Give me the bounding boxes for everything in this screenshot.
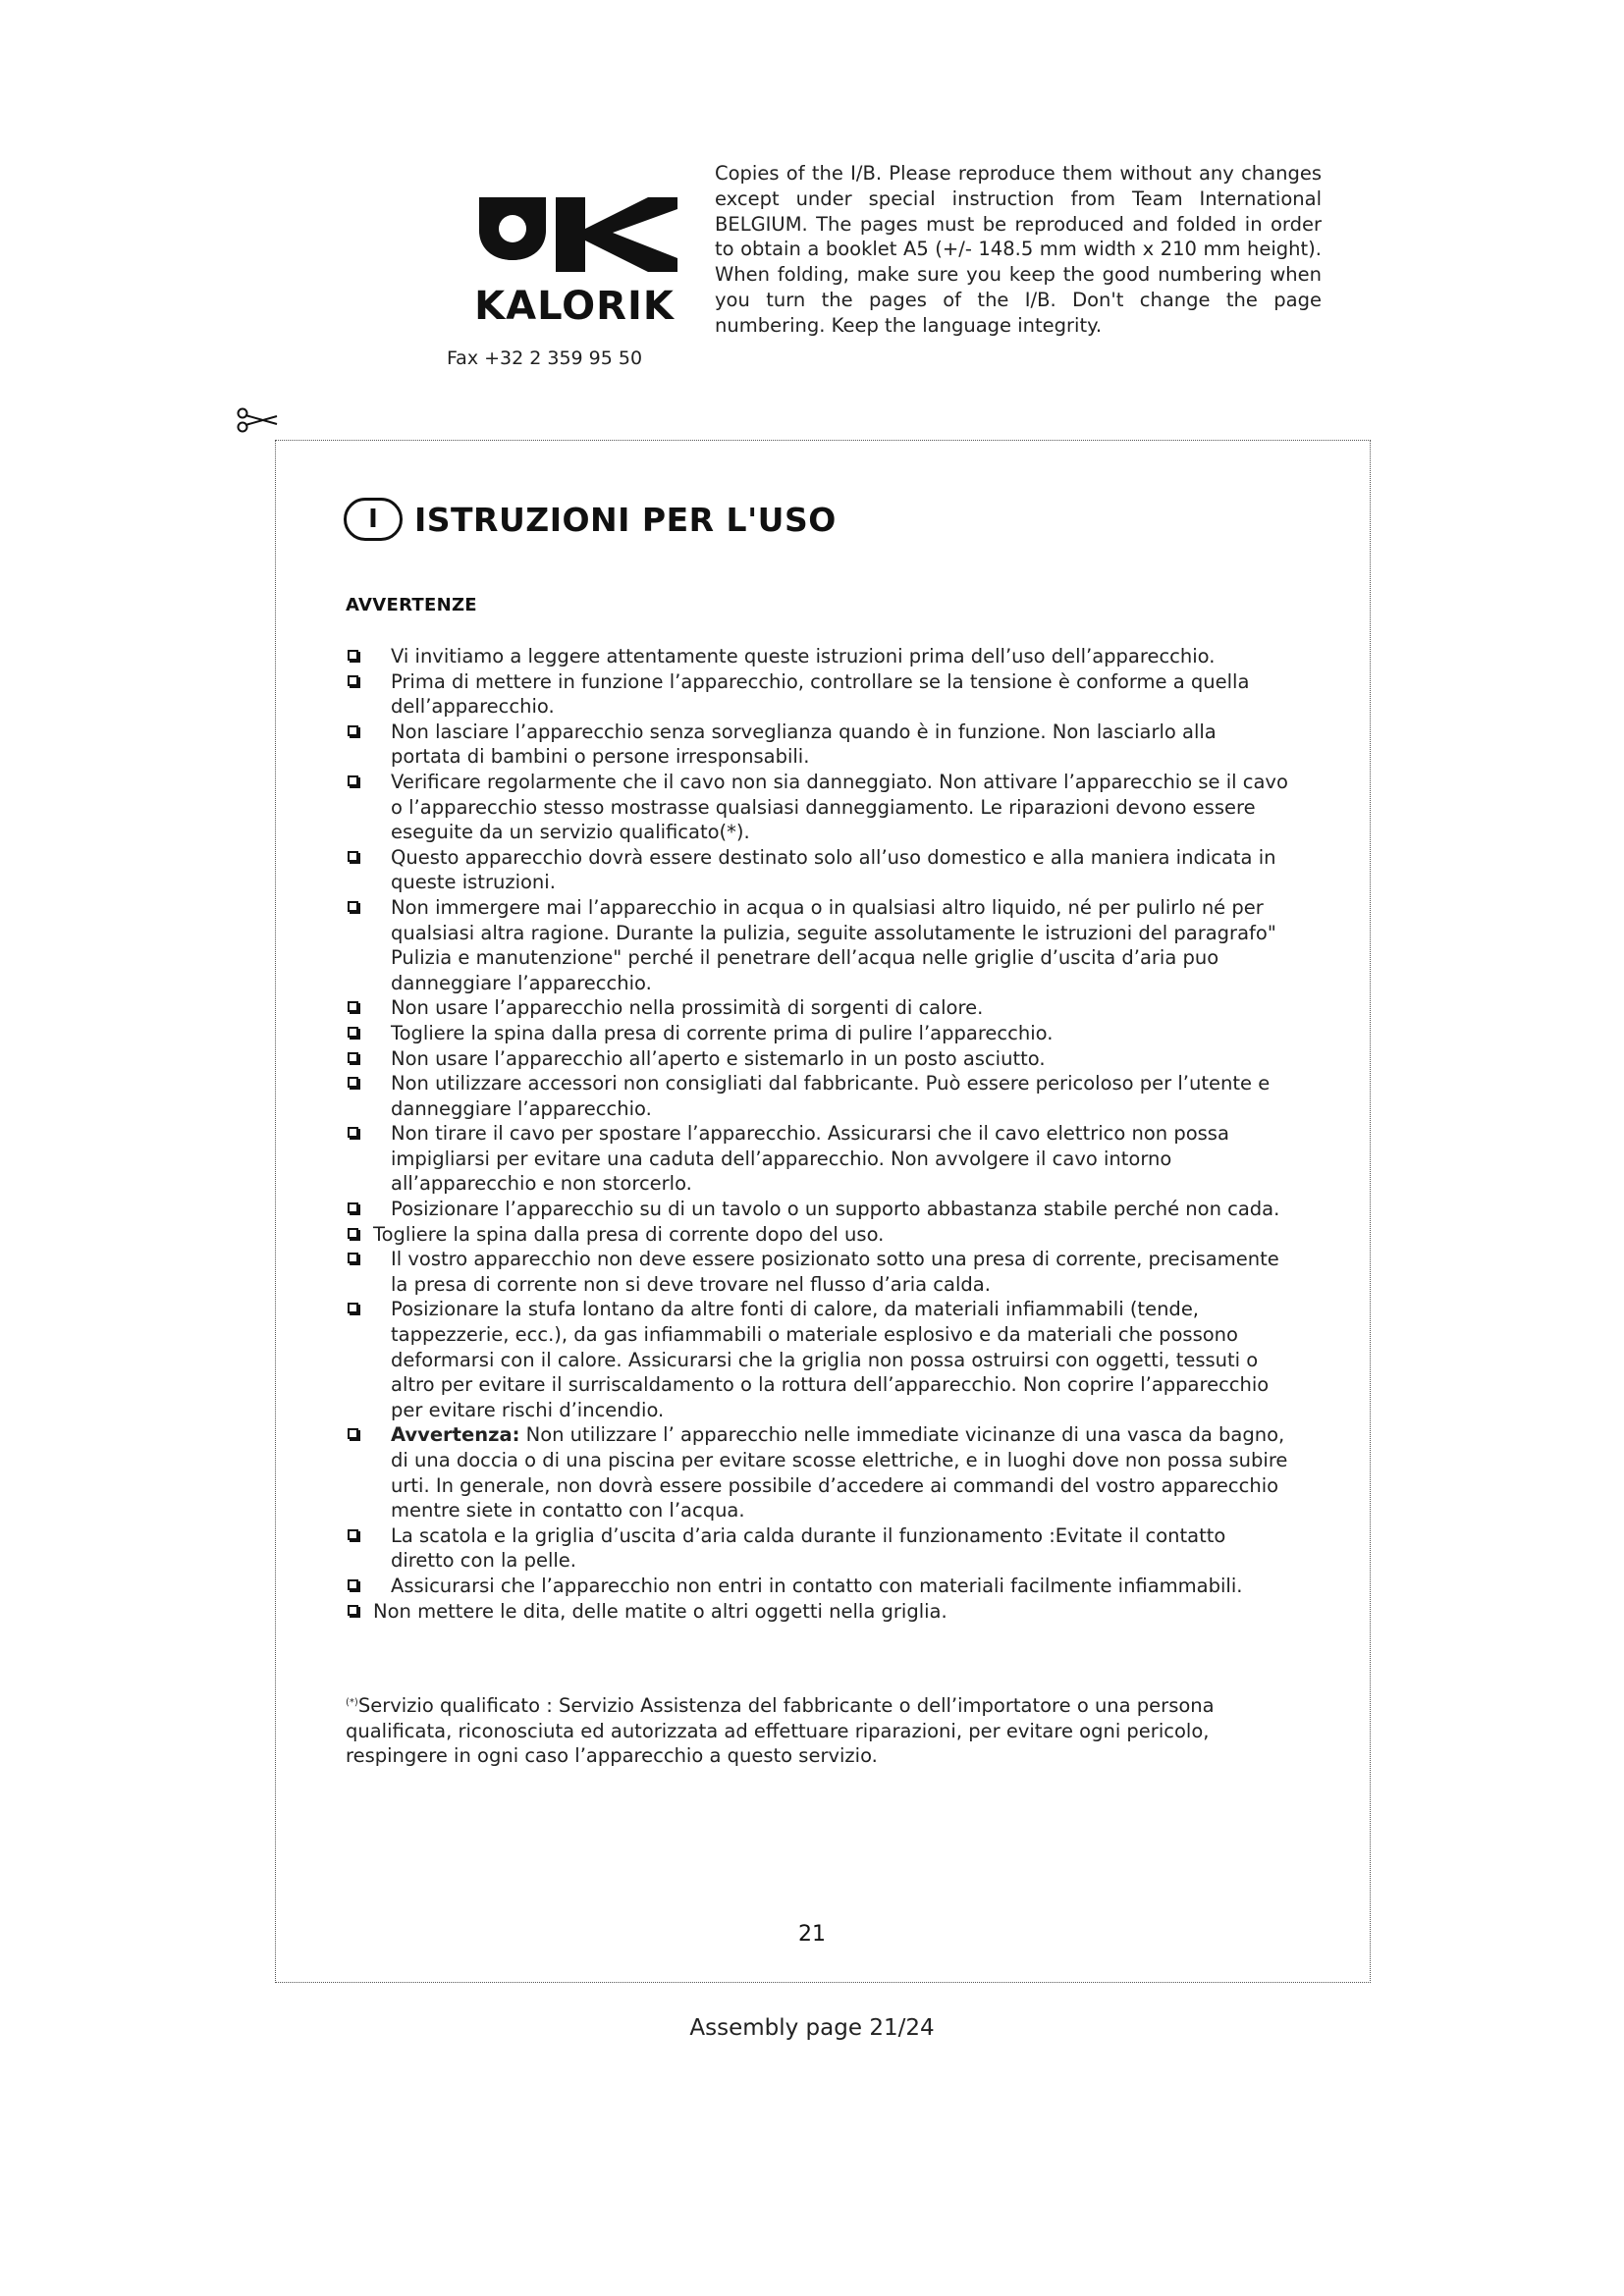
checkbox-bullet-icon (348, 1077, 358, 1088)
fax-number: Fax +32 2 359 95 50 (447, 347, 643, 369)
checkbox-bullet-icon (348, 1428, 358, 1439)
checkbox-bullet-icon (348, 1529, 358, 1540)
checkbox-bullet-icon (348, 1027, 358, 1038)
assembly-page-label: Assembly page 21/24 (689, 2015, 935, 2041)
reproduction-instructions: Copies of the I/B. Please reproduce them without any changes except under special instruction from Team International BELGIUM. The pages must be reproduced and folded in order to obtain a booklet A5 (+/- 148.5 mm width x 210 mm height). When folding, make sure you keep the good numbering when you turn the pages of the I/B. Don't change the page numbering. Keep the language integrity. (715, 162, 1322, 337)
checkbox-bullet-icon (348, 775, 358, 786)
footnote-text: Servizio qualificato : Servizio Assistenza del fabbricante o dell’importatore o una persona qualificata, riconosciuta ed autorizzata ad effettuare riparazioni, per evitare ogni pericolo, respingere in ogni caso l’apparecchio a questo servizio. (346, 1694, 1215, 1768)
list-item: La scatola e la griglia d’uscita d’aria calda durante il funzionamento :Evitate il contatto diretto con la pelle. (346, 1523, 1292, 1574)
footnote (346, 1690, 1288, 1769)
list-item: Il vostro apparecchio non deve essere posizionato sotto una presa di corrente, precisamente la presa di corrente non si deve trovare nel flusso d’aria calda. (346, 1247, 1292, 1297)
list-item: Non utilizzare accessori non consigliati dal fabbricante. Può essere pericoloso per l’utente e danneggiare l’apparecchio. (346, 1071, 1292, 1121)
checkbox-bullet-icon (348, 1228, 358, 1239)
checkbox-bullet-icon (348, 851, 358, 862)
list-item: Verificare regolarmente che il cavo non sia danneggiato. Non attivare l’apparecchio se il cavo o l’apparecchio stesso mostrasse qualsiasi danneggiamento. Le riparazioni devono essere eseguite da un servizio qualificato(*). (346, 770, 1292, 845)
checkbox-bullet-icon (348, 675, 358, 686)
list-item: Non mettere le dita, delle matite o altri oggetti nella griglia. (346, 1599, 1292, 1625)
manual-title-row (344, 495, 837, 544)
list-item: Avvertenza: Non utilizzare l’ apparecchio nelle immediate vicinanze di una vasca da bagno, di una doccia o di una piscina per evitare scosse elettriche, e in luoghi dove non possa subire urti. In generale, non dovrà essere possibile d’accedere ai commandi del vostro apparecchio mentre siete in contatto con l’acqua. (346, 1422, 1292, 1522)
list-item: Prima di mettere in funzione l’apparecchio, controllare se la tensione è conforme a quella dell’apparecchio. (346, 669, 1292, 720)
section-heading: AVVERTENZE (346, 595, 477, 615)
list-item: Assicurarsi che l’apparecchio non entri in contatto con materiali facilmente infiammabili. (346, 1574, 1292, 1599)
list-item: Non immergere mai l’apparecchio in acqua o in qualsiasi altro liquido, né per pulirlo né per qualsiasi altra ragione. Durante la pulizia, seguite assolutamente le istruzioni del paragrafo" Pulizia e manutenzione" perché il penetrare dell’acqua nelle griglie d’uscita d’aria puo danneggiare l’apparecchio. (346, 895, 1292, 995)
page-number: 21 (798, 1922, 826, 1947)
list-item: Non usare l’apparecchio all’aperto e sistemarlo in un posto asciutto. (346, 1046, 1292, 1072)
checkbox-bullet-icon (348, 1303, 358, 1313)
logo-wordmark: KALORIK (474, 284, 675, 329)
kalorik-logo (469, 189, 679, 329)
footnote-mark: (*) (346, 1697, 358, 1708)
checkbox-bullet-icon (348, 1579, 358, 1590)
checkbox-bullet-icon (348, 1605, 358, 1616)
warning-label: Avvertenza: (391, 1423, 520, 1447)
list-item: Questo apparecchio dovrà essere destinato solo all’uso domestico e alla maniera indicata in queste istruzioni. (346, 845, 1292, 895)
checkbox-bullet-icon (348, 650, 358, 661)
checkbox-bullet-icon (348, 901, 358, 912)
list-item: Non usare l’apparecchio nella prossimità di sorgenti di calore. (346, 995, 1292, 1021)
list-item: Posizionare la stufa lontano da altre fonti di calore, da materiali infiammabili (tende, tappezzerie, ecc.), da gas infiammabili o materiale esplosivo e da materiali che possono deformarsi con il calore. Assicurarsi che la griglia non possa ostruirsi con oggetti, tessuti o altro per evitare il surriscaldamento o la rottura dell’apparecchio. Non coprire l’apparecchio per evitare rischi d’incendio. (346, 1297, 1292, 1422)
checkbox-bullet-icon (348, 1253, 358, 1263)
list-item: Togliere la spina dalla presa di corrente prima di pulire l’apparecchio. (346, 1021, 1292, 1046)
list-item: Non tirare il cavo per spostare l’apparecchio. Assicurarsi che il cavo elettrico non possa impigliarsi per evitare una caduta dell’apparecchio. Non avvolgere il cavo intorno all’apparecchio e non storcerlo. (346, 1121, 1292, 1197)
checkbox-bullet-icon (348, 1127, 358, 1138)
list-item: Non lasciare l’apparecchio senza sorveglianza quando è in funzione. Non lasciarlo alla portata di bambini o persone irresponsabili. (346, 720, 1292, 770)
language-badge: I (344, 498, 403, 541)
checkbox-bullet-icon (348, 1052, 358, 1063)
list-item: Togliere la spina dalla presa di corrente dopo del uso. (346, 1222, 1292, 1248)
scissors-icon (236, 407, 279, 433)
checkbox-bullet-icon (348, 1202, 358, 1213)
list-item: Posizionare l’apparecchio su di un tavolo o un supporto abbastanza stabile perché non cada. (346, 1197, 1292, 1222)
warnings-list (346, 644, 1292, 1624)
list-item: Vi invitiamo a leggere attentamente queste istruzioni prima dell’uso dell’apparecchio. (346, 644, 1292, 669)
checkbox-bullet-icon (348, 725, 358, 736)
checkbox-bullet-icon (348, 1001, 358, 1012)
page-title: ISTRUZIONI PER L'USO (414, 500, 837, 539)
